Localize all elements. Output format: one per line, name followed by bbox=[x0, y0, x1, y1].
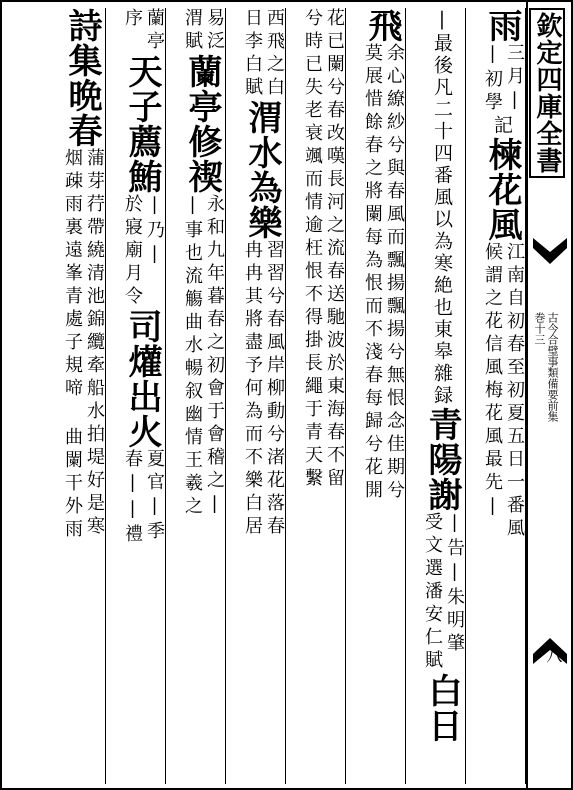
heading-phrase: 蘭亭修禊 bbox=[182, 54, 222, 194]
text-column bbox=[466, 8, 526, 784]
annotation-text bbox=[181, 194, 225, 519]
annotation-line: 序 bbox=[122, 8, 143, 31]
annotation-line: 三月| bbox=[504, 43, 525, 115]
annotation-line: 受文選潘安仁賦 bbox=[422, 512, 443, 673]
annotation-line: 冉冉其將盡予何為而不樂白居 bbox=[242, 240, 263, 539]
annotation-line: 易泛 bbox=[204, 8, 225, 54]
annotation-line: 於寢廟月令 bbox=[122, 194, 143, 309]
heading-phrase: 天子薦鮪 bbox=[122, 54, 162, 194]
library-title: 欽定四庫全書 bbox=[529, 8, 565, 178]
book-title: 古今合璧事類備要前集 bbox=[546, 312, 559, 422]
text-column bbox=[346, 8, 406, 784]
heading-phrase: 司爟出火 bbox=[122, 309, 162, 449]
annotation-line: 日李白賦 bbox=[242, 8, 263, 100]
fishtail-mark-icon bbox=[531, 234, 569, 268]
annotation-text bbox=[421, 512, 465, 673]
page-margin bbox=[526, 2, 571, 788]
text-column bbox=[226, 8, 286, 784]
juan-number: 巻十三 bbox=[533, 312, 546, 345]
annotation-text bbox=[241, 8, 285, 100]
annotation-line: 渭賦 bbox=[182, 8, 203, 54]
annotation-line: |初學 bbox=[482, 43, 503, 115]
annotation-line: 永和九年暮春之初會于會稽之| bbox=[204, 194, 225, 519]
body-text: 記 bbox=[491, 115, 513, 137]
heading-phrase: 雨 bbox=[482, 8, 522, 43]
annotation-line: 江南自初春至初夏五日一番風 bbox=[504, 242, 525, 541]
annotation-line: 蘭亭 bbox=[144, 8, 165, 54]
heading-phrase: 楝花風 bbox=[482, 137, 522, 242]
text-column bbox=[166, 8, 226, 784]
annotation-text bbox=[301, 8, 345, 491]
annotation-line: |乃| bbox=[144, 194, 165, 269]
annotation-text bbox=[121, 194, 165, 309]
annotation-line: 蒲芽荇帶繞清池錦纜牽船水拍堤好是寒 bbox=[84, 148, 105, 539]
heading-phrase: 飛 bbox=[362, 8, 402, 43]
annotation-text bbox=[361, 43, 405, 503]
annotation-line: 烟疎雨裏遠峯青處子規啼 曲闌干外雨 bbox=[62, 148, 83, 542]
annotation-text bbox=[61, 148, 105, 542]
annotation-text bbox=[121, 449, 165, 547]
text-column bbox=[46, 8, 106, 784]
annotation-line: 習習兮春風岸柳動兮渚花落春 bbox=[264, 240, 285, 539]
folio-number: 八 bbox=[544, 647, 563, 663]
annotation-line: 花已闌兮春改嘆長河之流春送馳波於東海春不留 bbox=[324, 8, 345, 491]
heading-phrase: 詩集晩春 bbox=[62, 8, 102, 148]
body-text: |最後凡二十四番風以為寒絶也東皋雜録 bbox=[431, 8, 453, 407]
annotation-text bbox=[481, 43, 525, 115]
annotation-line: 夏官|季 bbox=[144, 449, 165, 544]
annotation-line: 兮時已失老衰颯而情逾枉恨不得掛長繩于青天繫 bbox=[302, 8, 323, 491]
annotation-text bbox=[241, 240, 285, 539]
annotation-line: 西飛之白 bbox=[264, 8, 285, 100]
annotation-line: 莫展惜餘春之將闌每為恨而不淺春每歸兮花開 bbox=[362, 43, 383, 503]
heading-phrase: 白日 bbox=[422, 673, 462, 743]
annotation-line: |告|朱明肇 bbox=[444, 512, 465, 656]
annotation-text bbox=[181, 8, 225, 54]
annotation-line: 候謂之花信風梅花風最先| bbox=[482, 242, 503, 521]
annotation-line: |事也流觴曲水暢叙幽情王羲之 bbox=[182, 194, 203, 519]
annotation-line: 春||禮 bbox=[122, 449, 143, 547]
annotation-line: 余心繚紗兮與春風而飄揚飄揚兮無恨念佳期兮 bbox=[384, 43, 405, 503]
text-column bbox=[286, 8, 346, 784]
text-column bbox=[106, 8, 166, 784]
heading-phrase: 青陽謝 bbox=[422, 407, 462, 512]
text-column bbox=[406, 8, 466, 784]
annotation-text bbox=[481, 242, 525, 541]
heading-phrase: 渭水為樂 bbox=[242, 100, 282, 240]
annotation-text bbox=[121, 8, 165, 54]
